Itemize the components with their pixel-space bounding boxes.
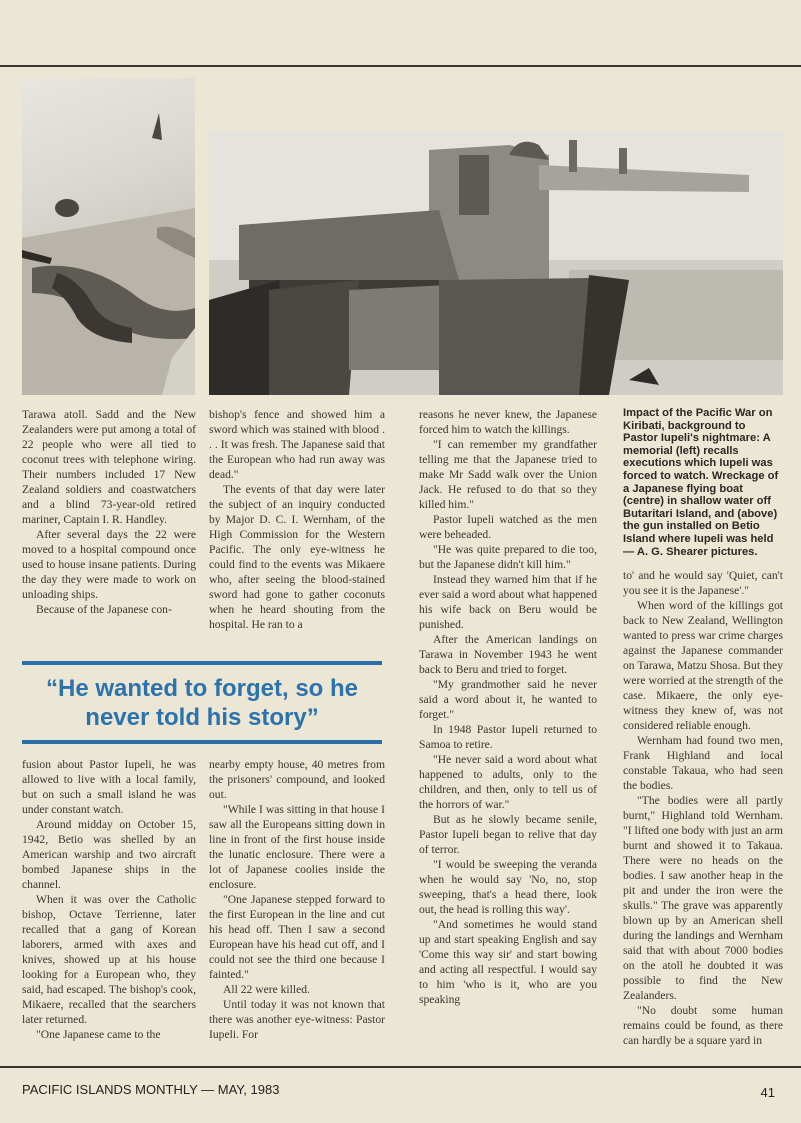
paragraph: "One Japanese stepped forward to the first European in the line and cut his head off. Then I saw a second European have his head cut off, and I could not see the third one because I fainted." xyxy=(209,893,385,981)
paragraph: Instead they warned him that if he ever said a word about what happened his wife back on Beru would be punished. xyxy=(419,573,597,631)
paragraph: The events of that day were later the subject of an inquiry conducted by Major D. C. I. Wernham, of the High Commission for the Western Pacific. The only eye-witness he could find to the events was Mikaere who, after seeing the blood-stained sword had gone to gather coconuts when he heard shouting from the hospital. He ran to a xyxy=(209,483,385,631)
pullquote: “He wanted to forget, so he never told his story” xyxy=(45,675,359,731)
paragraph: Wernham had found two men, Frank Highland and local constable Takaua, who had seen the bodies. xyxy=(623,734,783,792)
memorial-photo xyxy=(22,78,195,395)
gun-photo-graphic xyxy=(209,130,783,395)
article-column-2-top xyxy=(209,407,385,632)
pullquote-rule-top xyxy=(22,661,382,665)
paragraph: "No doubt some human remains could be found, as there can hardly be a square yard in xyxy=(623,1004,783,1047)
paragraph: "While I was sitting in that house I saw all the Europeans sitting down in line in front of the first house inside the lunatic enclosure. There were a lot of Japanese coolies inside the enclosure. xyxy=(209,803,385,891)
paragraph: When it was over the Catholic bishop, Octave Terrienne, later recalled that a gang of Korean laborers, armed with axes and knives, showed up at his house looking for a European who, they said, had escaped. The bishop's cook, Mikaere, recalled that the searchers later returned. xyxy=(22,893,196,1026)
paragraph: Because of the Japanese con- xyxy=(36,603,172,616)
memorial-photo-graphic xyxy=(22,78,195,395)
paragraph: Pastor Iupeli watched as the men were beheaded. xyxy=(419,513,597,541)
article-column-1-top xyxy=(22,407,196,617)
paragraph: "One Japanese came to the xyxy=(36,1028,161,1041)
paragraph: "I would be sweeping the veranda when he would say 'No, no, stop sweeping, that's a head there, look out, the head is rolling this way'. xyxy=(419,858,597,916)
paragraph: Tarawa atoll. Sadd and the New Zealanders were put among a total of 22 people who were all tied to coconut trees with telephone wiring. Their numbers included 17 New Zealand soldiers and coastwatchers and a blind 73-year-old retired mariner, Captain I. R. Handley. xyxy=(22,408,196,526)
paragraph: "My grandmother said he never said a word about it, he wanted to forget." xyxy=(419,678,597,721)
paragraph: Until today it was not known that there was another eye-witness: Pastor Iupeli. For xyxy=(209,998,385,1041)
paragraph: When word of the killings got back to New Zealand, Wellington wanted to press war crime charges against the Japanese commander on Tarawa, Matzu Shosa. But they were worried at the strength of the case. Mikaere, the only eye-witness they knew of, was not considered reliable enough. xyxy=(623,599,783,732)
paragraph: In 1948 Pastor Iupeli returned to Samoa to retire. xyxy=(419,723,597,751)
paragraph: fusion about Pastor Iupeli, he was allowed to live with a local family, but on such a small island he was under constant watch. xyxy=(22,758,196,816)
gun-photo xyxy=(209,130,783,395)
paragraph: reasons he never knew, the Japanese forced him to watch the killings. xyxy=(419,408,597,436)
photo-caption: Impact of the Pacific War on Kiribati, background to Pastor Iupeli's nightmare: A memorial (left) recalls executions which Iupeli was forced to watch. Wreckage of a Japanese flying boat (centre) in shallow water off Butaritari Island, and (above) the gun installed on Betio Island where Iupeli was held — A. G. Shearer pictures. xyxy=(623,407,779,558)
paragraph: "And sometimes he would stand up and start speaking English and say 'Come this way sir' and start bowing and acting all respectful. I would say to him 'who is it, who are you speaking xyxy=(419,918,597,1006)
article-column-4 xyxy=(623,568,783,1048)
publication-footer: PACIFIC ISLANDS MONTHLY — MAY, 1983 xyxy=(22,1082,280,1097)
paragraph: But as he slowly became senile, Pastor Iupeli began to relive that day of terror. xyxy=(419,813,597,856)
paragraph: Around midday on October 15, 1942, Betio was shelled by an American warship and two aircraft bombed Japanese ships in the channel. xyxy=(22,818,196,891)
paragraph: After several days the 22 were moved to a hospital compound once used to house insane patients. During the day they were made to work on unloading ships. xyxy=(22,528,196,601)
article-column-1-bottom xyxy=(22,757,196,1042)
paragraph: All 22 were killed. xyxy=(223,983,310,996)
paragraph: "I can remember my grandfather telling me that the Japanese tried to make Mr Sadd walk over the Union Jack. He refused to do that so they killed him." xyxy=(419,438,597,511)
paragraph: nearby empty house, 40 metres from the prisoners' compound, and looked out. xyxy=(209,758,385,801)
article-column-3 xyxy=(419,407,597,1007)
footer-rule xyxy=(0,1066,801,1068)
paragraph: "He was quite prepared to die too, but the Japanese didn't kill him." xyxy=(419,543,597,571)
paragraph: "The bodies were all partly burnt," Highland told Wernham. "I lifted one body with just an arm burnt and showed it to Takaua. There were no heads on the bodies. I saw another heap in the pit and under the iron were the skulls." The grave was apparently blown up by an American shell during the landings and Wernham said that with about 7000 bodies on the atoll he doubted it was possible to find the New Zealanders. xyxy=(623,794,783,1002)
paragraph: After the American landings on Tarawa in November 1943 he went back to Beru and tried to forget. xyxy=(419,633,597,676)
paragraph: to' and he would say 'Quiet, can't you see it is the Japanese'." xyxy=(623,569,783,597)
pullquote-rule-bottom xyxy=(22,740,382,744)
paragraph: "He never said a word about what happened to adults, only to the children, and then, only to tell us of the horrors of war." xyxy=(419,753,597,811)
article-column-2-bottom xyxy=(209,757,385,1042)
paragraph: bishop's fence and showed him a sword which was stained with blood . . . It was fresh. The Japanese said that the European who had run away was dead." xyxy=(209,408,385,481)
header-rule xyxy=(0,65,801,67)
page-number: 41 xyxy=(760,1085,775,1100)
